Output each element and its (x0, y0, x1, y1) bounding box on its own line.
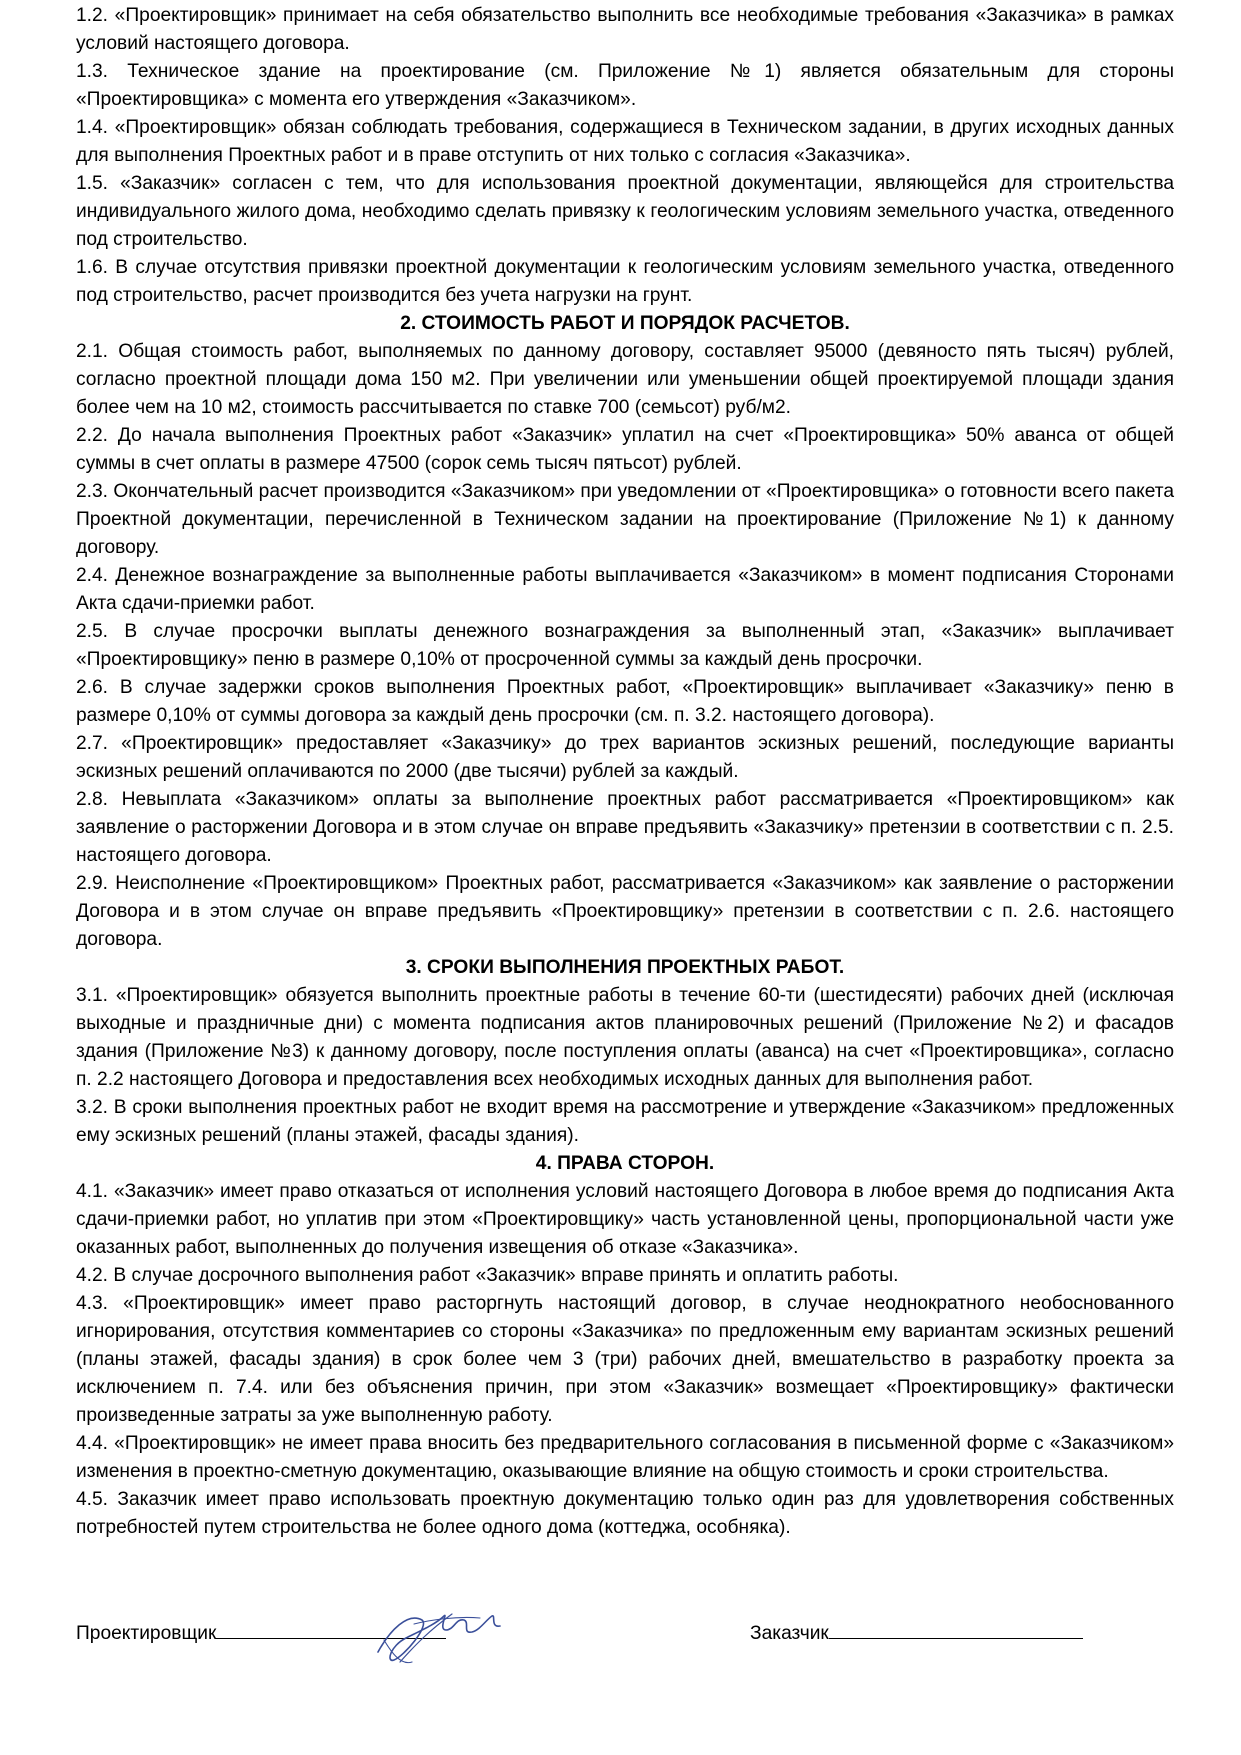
section-3-heading: 3. СРОКИ ВЫПОЛНЕНИЯ ПРОЕКТНЫХ РАБОТ. (405, 957, 845, 978)
clause-2-3: 2.3. Окончательный расчет производится «Заказчиком» при уведомлении от «Проектировщика» о готовности всего пакета Проектной документации, перечисленной в Техническом задании на проектирование (Приложение №1) к данному договору. (76, 481, 1174, 558)
clause-1-2: 1.2. «Проектировщик» принимает на себя обязательство выполнить все необходимые требования «Заказчика» в рамках условий настоящего договора. (76, 5, 1174, 54)
clause-3-1: 3.1. «Проектировщик» обязуется выполнить проектные работы в течение 60-ти (шестидесяти) рабочих дней (исключая выходные и праздничные дни) с момента подписания актов планировочных решений (Приложение №2) и фасадов здания (Приложение №3) к данному договору, после поступления оплаты (аванса) на счет «Проектировщика», согласно п. 2.2 настоящего Договора и предоставления всех необходимых исходных данных для выполнения работ. (76, 985, 1174, 1090)
designer-label: Проектировщик (76, 1623, 217, 1644)
customer-label: Заказчик (750, 1623, 829, 1644)
clause-4-2: 4.2. В случае досрочного выполнения работ «Заказчик» вправе принять и оплатить работы. (76, 1265, 899, 1286)
clause-4-1: 4.1. «Заказчик» имеет право отказаться от исполнения условий настоящего Договора в любое время до подписания Акта сдачи-приемки работ, но уплатив при этом «Проектировщику» часть установленной цены, пропорциональной части уже оказанных работ, выполненных до получения извещения об отказе «Заказчика». (76, 1181, 1174, 1258)
clause-2-6: 2.6. В случае задержки сроков выполнения Проектных работ, «Проектировщик» выплачивает «Заказчику» пеню в размере 0,10% от суммы договора за каждый день просрочки (см. п. 3.2. настоящего договора). (76, 677, 1174, 726)
clause-1-3: 1.3. Техническое здание на проектирование (см. Приложение №1) является обязательным для стороны «Проектировщика» с момента его утверждения «Заказчиком». (76, 61, 1174, 110)
section-2-heading: 2. СТОИМОСТЬ РАБОТ И ПОРЯДОК РАСЧЕТОВ. (400, 313, 850, 334)
clause-1-6: 1.6. В случае отсутствия привязки проектной документации к геологическим условиям земельного участка, отведенного под строительство, расчет производится без учета нагрузки на грунт. (76, 257, 1174, 306)
clause-1-5: 1.5. «Заказчик» согласен с тем, что для использования проектной документации, являющейся для строительства индивидуального жилого дома, необходимо сделать привязку к геологическим условиям земельного участка, отведенного под строительство. (76, 173, 1174, 250)
clause-2-5: 2.5. В случае просрочки выплаты денежного вознаграждения за выполненный этап, «Заказчик» выплачивает «Проектировщику» пеню в размере 0,10% от просроченной суммы за каждый день просрочки. (76, 621, 1174, 670)
clause-2-2: 2.2. До начала выполнения Проектных работ «Заказчик» уплатил на счет «Проектировщика» 50% аванса от общей суммы в счет оплаты в размере 47500 (сорок семь тысяч пятьсот) рублей. (76, 425, 1174, 474)
clause-1-4: 1.4. «Проектировщик» обязан соблюдать требования, содержащиеся в Техническом задании, в других исходных данных для выполнения Проектных работ и в праве отступить от них только с согласия «Заказчика». (76, 117, 1174, 166)
signature-block (76, 1618, 1174, 1678)
clause-4-4: 4.4. «Проектировщик» не имеет права вносить без предварительного согласования в письменной форме с «Заказчиком» изменения в проектно-сметную документацию, оказывающие влияние на общую стоимость и сроки строительства. (76, 1433, 1174, 1482)
clause-4-5: 4.5. Заказчик имеет право использовать проектную документацию только один раз для удовлетворения собственных потребностей путем строительства не более одного дома (коттеджа, особняка). (76, 1489, 1174, 1538)
clause-2-7: 2.7. «Проектировщик» предоставляет «Заказчику» до трех вариантов эскизных решений, последующие варианты эскизных решений оплачиваются по 2000 (две тысячи) рублей за каждый. (76, 733, 1174, 782)
handwritten-signature (360, 1590, 520, 1670)
clause-2-8: 2.8. Невыплата «Заказчиком» оплаты за выполнение проектных работ рассматривается «Проектировщиком» как заявление о расторжении Договора и в этом случае он вправе предъявить «Заказчику» претензии в соответствии с п. 2.5. настоящего договора. (76, 789, 1174, 866)
clause-2-9: 2.9. Неисполнение «Проектировщиком» Проектных работ, рассматривается «Заказчиком» как заявление о расторжении Договора и в этом случае он вправе предъявить «Проектировщику» претензии в соответствии с п. 2.6. настоящего договора. (76, 873, 1174, 950)
document-body (76, 2, 1174, 1542)
clause-3-2: 3.2. В сроки выполнения проектных работ не входит время на рассмотрение и утверждение «Заказчиком» предложенных ему эскизных решений (планы этажей, фасады здания). (76, 1097, 1174, 1146)
clause-4-3: 4.3. «Проектировщик» имеет право расторгнуть настоящий договор, в случае неоднократного необоснованного игнорирования, отсутствия комментариев со стороны «Заказчика» по предложенным ему вариантам эскизных решений (планы этажей, фасады здания) в срок более чем 3 (три) рабочих дней, вмешательство в разработку проекта за исключением п. 7.4. или без объяснения причин, при этом «Заказчик» возмещает «Проектировщику» фактически произведенные затраты за уже выполненную работу. (76, 1293, 1174, 1426)
clause-2-4: 2.4. Денежное вознаграждение за выполненные работы выплачивается «Заказчиком» в момент подписания Сторонами Акта сдачи-приемки работ. (76, 565, 1174, 614)
clause-2-1: 2.1. Общая стоимость работ, выполняемых по данному договору, составляет 95000 (девяносто пять тысяч) рублей, согласно проектной площади дома 150 м2. При увеличении или уменьшении общей проектируемой площади здания более чем на 10 м2, стоимость рассчитывается по ставке 700 (семьсот) руб/м2. (76, 341, 1174, 418)
customer-signature-field (750, 1618, 1083, 1648)
section-4-heading: 4. ПРАВА СТОРОН. (535, 1153, 715, 1174)
customer-signature-line (829, 1618, 1083, 1639)
